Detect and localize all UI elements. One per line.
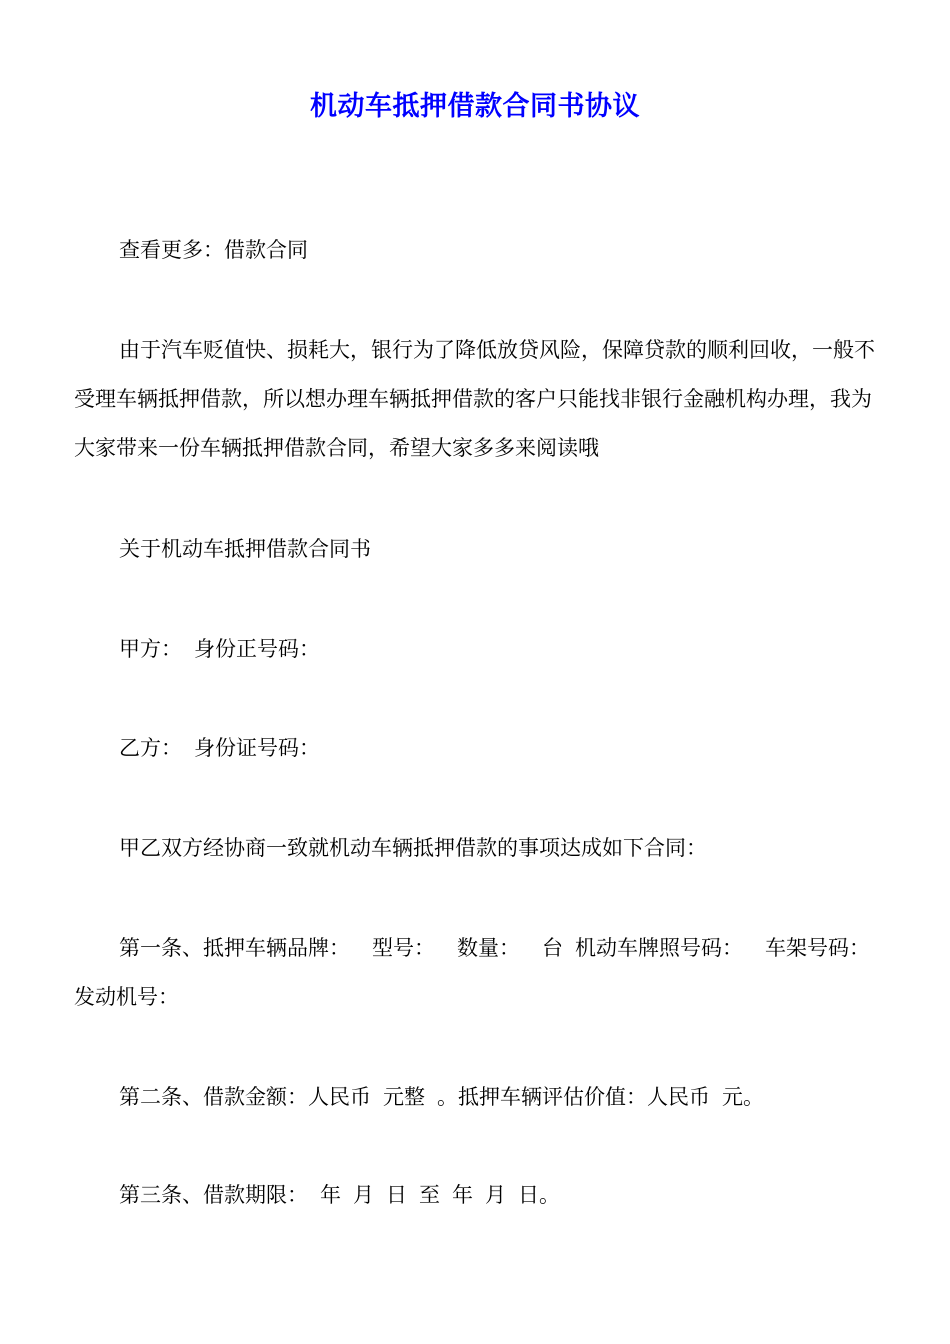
article-1-frame: 车架号码： (765, 936, 870, 960)
article-3 (74, 1171, 880, 1220)
intro-paragraph: 由于汽车贬值快、损耗大，银行为了降低放贷风险，保障贷款的顺利回收，一般不受理车辆抵押借款，所以想办理车辆抵押借款的客户只能找非银行金融机构办理，我为大家带来一份车辆抵押借款合同，希望大家多多来阅读哦 (74, 338, 875, 460)
article-3-day-end: 日。 (518, 1183, 560, 1207)
party-a-label: 甲方： (119, 637, 182, 661)
article-3-month-start: 月 (353, 1183, 374, 1207)
article-1-prefix: 第一条、抵押车辆品牌： (119, 936, 350, 960)
contract-subtitle: 关于机动车抵押借款合同书 (119, 537, 371, 561)
article-2-prefix: 第二条、借款金额：人民币 (119, 1085, 371, 1109)
party-a-id-label: 身份正号码： (194, 637, 320, 661)
article-1-plate: 机动车牌照号码： (575, 936, 743, 960)
article-1-engine: 发动机号： (74, 985, 179, 1009)
article-2-amount-suffix: 元整 (383, 1085, 425, 1109)
document-title: 机动车抵押借款合同书协议 (310, 91, 640, 122)
party-b-line (74, 724, 880, 773)
article-1-quantity: 数量： (457, 936, 520, 960)
see-more-line: 查看更多：借款合同 (119, 238, 308, 262)
party-a-line (74, 625, 880, 674)
article-2-valuation: 。抵押车辆评估价值：人民币 (437, 1085, 710, 1109)
article-3-to: 至 (419, 1183, 440, 1207)
article-2 (74, 1073, 880, 1122)
article-1 (74, 924, 880, 1022)
article-3-day-start: 日 (386, 1183, 407, 1207)
agreement-line: 甲乙双方经协商一致就机动车辆抵押借款的事项达成如下合同： (119, 836, 707, 860)
article-1-unit: 台 (542, 936, 563, 960)
article-1-model: 型号： (372, 936, 435, 960)
article-3-year-start: 年 (320, 1183, 341, 1207)
party-b-id-label: 身份证号码： (194, 736, 320, 760)
party-b-label: 乙方： (119, 736, 182, 760)
article-3-prefix: 第三条、借款期限： (119, 1183, 308, 1207)
article-3-year-end: 年 (452, 1183, 473, 1207)
article-3-month-end: 月 (485, 1183, 506, 1207)
article-2-valuation-suffix: 元。 (722, 1085, 764, 1109)
